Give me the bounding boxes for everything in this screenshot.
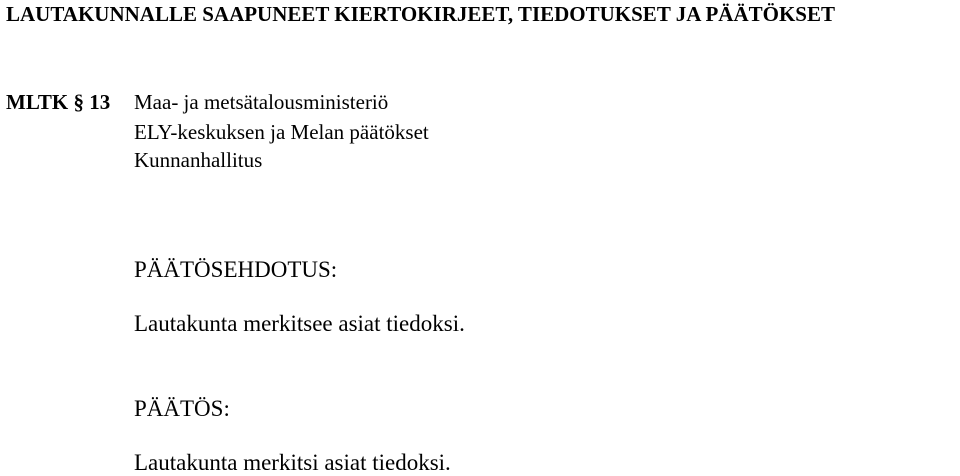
sender-line-3: Kunnanhallitus: [134, 148, 263, 172]
document-heading: LAUTAKUNNALLE SAAPUNEET KIERTOKIRJEET, TIEDOTUKSET JA PÄÄTÖKSET: [6, 2, 835, 26]
sender-line-2: ELY-keskuksen ja Melan päätökset: [134, 120, 429, 144]
decision-text: Lautakunta merkitsi asiat tiedoksi.: [134, 450, 451, 475]
sender-line-1: Maa- ja metsätalousministeriö: [134, 90, 389, 114]
proposal-title: PÄÄTÖSEHDOTUS:: [134, 257, 338, 282]
decision-title: PÄÄTÖS:: [134, 396, 230, 421]
proposal-text: Lautakunta merkitsee asiat tiedoksi.: [134, 311, 465, 336]
section-reference: MLTK § 13: [6, 90, 111, 114]
